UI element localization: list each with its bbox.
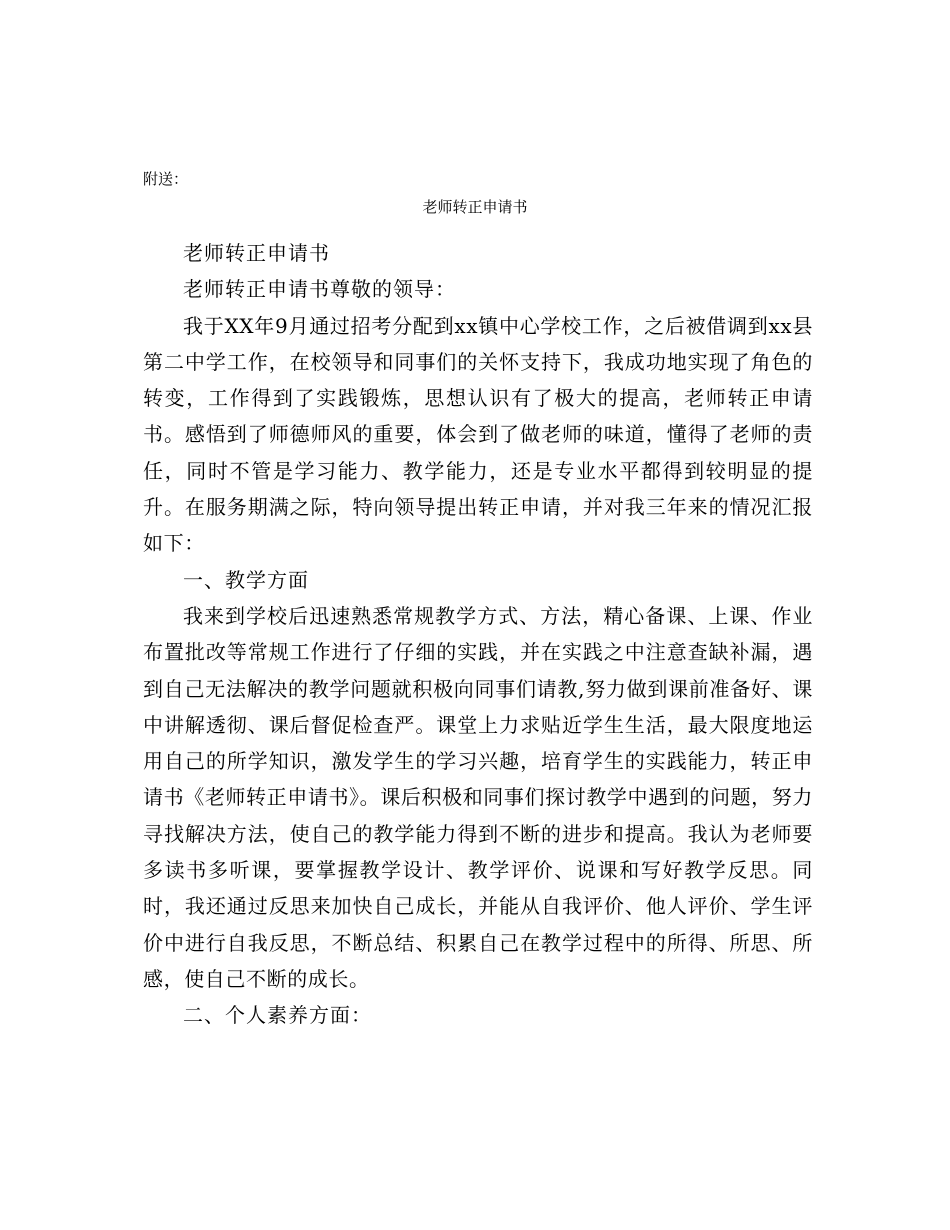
attachment-label: 附送： <box>143 170 189 188</box>
body-heading: 老师转正申请书 <box>183 241 330 265</box>
intro-paragraph: 我于XX年9月通过招考分配到xx镇中心学校工作，之后被借调到xx县第二中学工作，在校领导和同事们的关怀支持下，我成功地实现了角色的转变，工作得到了实践锻炼，思想认识有了极大的提高，老师转正申请书。感悟到了师德师风的重要，体会到了做老师的味道，懂得了老师的责任，同时不管是学习能力、教学能力，还是专业水平都得到较明显的提升。在服务期满之际，特向领导提出转正申请，并对我三年来的情况汇报如下： <box>143 313 813 556</box>
section-heading-personal: 二、个人素养方面： <box>183 1003 372 1028</box>
section-heading-teaching: 一、教学方面 <box>183 567 309 592</box>
document-title: 老师转正申请书 <box>422 198 528 216</box>
teaching-paragraph: 我来到学校后迅速熟悉常规教学方式、方法，精心备课、上课、作业布置批改等常规工作进行了仔细的实践，并在实践之中注意查缺补漏，遇到自己无法解决的教学问题就积极向同事们请教,努力做到课前准备好、课中讲解透彻、课后督促检查严。课堂上力求贴近学生生活，最大限度地运用自己的所学知识，激发学生的学习兴趣，培育学生的实践能力，转正申请书《老师转正申请书》。课后积极和同事们探讨教学中遇到的问题，努力寻找解决方法，使自己的教学能力得到不断的进步和提高。我认为老师要多读书多听课，要掌握教学设计、教学评价、说课和写好教学反思。同时，我还通过反思来加快自己成长，并能从自我评价、他人评价、学生评价中进行自我反思，不断总结、积累自己在教学过程中的所得、所思、所感，使自己不断的成长。 <box>143 603 813 991</box>
document-body <box>143 235 813 1034</box>
salutation: 老师转正申请书尊敬的领导： <box>183 277 456 302</box>
